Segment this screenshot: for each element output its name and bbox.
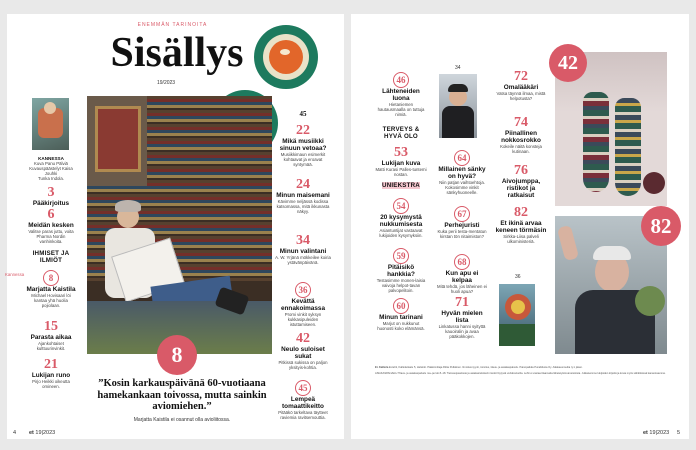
toc-item[interactable]: 6 Meidän kesken Valitse paras juttu, voita Pharma Nordin vanhinkoita. xyxy=(25,208,77,244)
cover-thumbnail-image xyxy=(32,98,69,150)
footer-issue: et 19|2023 xyxy=(29,430,56,436)
toc-item[interactable]: 82 Et ikinä arvaa keneen törmäsin Sirkka-Liisa palveli ulkoministeriä. xyxy=(495,205,547,244)
toc-item-title: Millainen sänky on hyvä? xyxy=(438,166,486,180)
toc-item[interactable]: 59 Pitäisikö hankkia? Testasimme monen-laisia vaivoja helpot-tavan palvopelitoin. xyxy=(375,246,427,293)
toc-item-desc: Testasimme monen-laisia vaivoja helpot-tavan palvopelitoin. xyxy=(376,278,426,293)
toc-item[interactable]: 46 Lähteneiden luona Hietaniemen hautausmaalla on tuttuja nimiä. xyxy=(375,70,427,117)
toc-item-title: Lukijan kuva xyxy=(381,160,421,167)
section-uniekstra: UNIEKSTRA xyxy=(382,182,420,189)
toc-item-title: Piinallinen nokkosrokko xyxy=(501,130,541,144)
toc-item-title: Pääkirjoitus xyxy=(32,200,70,207)
soup-bowl-top-image xyxy=(254,25,318,89)
toc-item-title: Hyvän mielen lista xyxy=(441,310,483,324)
toc-item-title: Lähteneiden luona xyxy=(382,88,420,102)
photo-tag-36: 36 xyxy=(515,274,521,280)
imprint-title: Et. Kalliola xyxy=(375,366,389,369)
toc-item[interactable]: 64 Millainen sänky on hyvä? Niin patjan vaihtoehtoja. Kokosimme vinkit sänkyhuoneelle. xyxy=(435,148,489,195)
cover-caption-label: KANNESSA xyxy=(38,156,64,161)
toc-item[interactable]: 8 Marjatta Kaistila Michael Hovisaari löi kantaa yhä huolia pojiolaan. xyxy=(25,268,77,308)
cover-caption-styling: Kuvauspäästelyt Kaisa Jouhki xyxy=(29,166,73,176)
toc-item-title: Neulo suloiset sukat xyxy=(281,346,325,360)
toc-item-title: Lempeä tomaattikeitto xyxy=(282,396,324,410)
toc-item[interactable]: 3 Pääkirjoitus xyxy=(25,186,77,207)
toc-item-desc: Valitse paras juttu, voita Pharma Nordin vanhinkoita. xyxy=(28,229,74,244)
toc-item[interactable]: 74 Piinallinen nokkosrokko Kokeile näitä konsteja kutinaan. xyxy=(495,116,547,154)
cover-caption xyxy=(25,156,77,181)
toc-item-title: Minun valintani xyxy=(279,248,327,255)
toc-item-desc: Hietaniemen hautausmaalla on tuttuja nimiä. xyxy=(377,102,425,117)
toc-item-desc: Asiantuntijat vastaavat lukijoiden kysymyksiin. xyxy=(379,228,423,238)
toc-item[interactable]: 68 Kun apu ei kelpaa Mitä tehdä, jos läheinen ei huoli apua? xyxy=(435,252,489,294)
toc-item[interactable]: 71 Hyvän mielen lista Linkatussa hanni syityttä kauoiralin ja avaa pääkokkojen. xyxy=(435,296,489,339)
footer-issue: et 19|2023 xyxy=(643,430,670,436)
toc-item-title: Kun apu ei kelpaa xyxy=(445,270,479,284)
big-number-82: 82 xyxy=(641,206,681,246)
toc-item-desc: Kokeile näitä konsteja kutinaan. xyxy=(500,144,542,154)
toc-item[interactable]: 34 Minun valintani A. W. Yrjänä mökkeilee koiria ystävänpäivänä. xyxy=(275,233,331,265)
right-page xyxy=(351,14,689,439)
toc-item-title: Minun tarinani xyxy=(379,314,423,321)
toc-item-desc: Pirjo Heikki oikeutta omineen. xyxy=(32,379,70,389)
toc-item-desc: Promi vinkit syksyn kukkasipuleiden istuttamiseen. xyxy=(284,312,322,327)
toc-item[interactable]: 36 Kevättä ennakoimassa Promi vinkit syksyn kukkasipuleiden istuttamiseen. xyxy=(275,280,331,327)
toc-item[interactable]: 54 20 kysymystä nukkumisesta Asiantuntijat vastaavat lukijoiden kysymyksiin. xyxy=(375,196,427,238)
toc-item[interactable]: 60 Minun tarinani Marjut on nukkunut huonosti koko elämänsä. xyxy=(375,296,427,331)
issue-number: 19/2023 xyxy=(157,80,176,86)
toc-item-title: Mikä musiikki sinuun vetoaa? xyxy=(279,138,327,152)
page-number: 4 xyxy=(13,430,17,436)
toc-item-title: 20 kysymystä nukkumisesta xyxy=(379,214,423,228)
imprint xyxy=(375,366,667,376)
toc-item[interactable]: 15 Parasta aikaa Ajankohtaiset kulttuurinvinkit. xyxy=(25,320,77,351)
feature-photo-library xyxy=(87,96,272,354)
imprint-fine-print: ASIAKASPALVELU Tilaus- ja asiakaspalvelu ma–pe klo 8–18. Tietosuojaseloste ja asiakasrekisterin tiedot löytyvät verkkosivuilta. Lehti ei vastaa tilaamatta lähetetyistä aineistoista. Julkaisemme lukijoiden kirjeitä ja kuvia myös sähköisissä kanavissamme. xyxy=(375,372,666,376)
big-number-42: 42 xyxy=(549,44,587,82)
quote-credit: Marjatta Kaistila ei osannut olla avioliitossa. xyxy=(133,417,231,423)
toc-item-desc: Kävimme neljässä kodissa katsomassa, mitä ikkunasta näkyy. xyxy=(276,199,330,214)
toc-item[interactable]: 67 Perhejuristi Kuka perii testa-mentatun kirstan tön nitaimiston? xyxy=(435,204,489,239)
toc-item[interactable]: 42 Neulo suloiset sukat Pitkissä sukissa on paljon yksityis-kohtia. xyxy=(275,332,331,370)
toc-item-title: Parasta aikaa xyxy=(30,334,72,341)
toc-item[interactable]: 72 Omalääkäri Vatsa täynnä ilmaa, mistä helpotusta? xyxy=(496,69,546,101)
toc-item-desc: Kuka perii testa-mentatun kirstan tön nitaimiston? xyxy=(437,229,487,239)
toc-item[interactable]: 21 Lukijan runo Pirjo Heikki oikeutta omineen. xyxy=(25,358,77,389)
toc-item-desc: Ajankohtaiset kulttuurinvinkit. xyxy=(36,341,66,351)
toc-item-desc: Linkatussa hanni syityttä kauoiralin ja avaa pääkokkojen. xyxy=(438,324,486,339)
toc-item-title: Pitäisikö hankkia? xyxy=(387,264,415,278)
cover-caption-place: Tunka Indola. xyxy=(38,176,64,181)
feature-number-badge: 8 xyxy=(157,335,197,375)
toc-item[interactable]: 45 Lempeä tomaattikeitto Pitääkö tarkeltava täytteet raviemia ravitsemouttia. xyxy=(275,378,331,420)
toc-item-desc: Pitääkö tarkeltava täytteet raviemia ravitsemouttia. xyxy=(278,410,328,420)
toc-item-title: Meidän kesken xyxy=(28,222,74,229)
toc-item[interactable]: 24 Minun maisemani Kävimme neljässä kodissa katsomassa, mitä ikkunasta näkyy. xyxy=(276,177,330,214)
section-terveys: TERVEYS & HYVÄ OLO xyxy=(382,126,420,140)
toc-item-desc: Mitä tehdä, jos läheinen ei huoli apua? xyxy=(437,284,487,294)
toc-item-desc: Michael Hovisaari löi kantaa yhä huolia pojiolaan. xyxy=(31,293,71,308)
toc-item-title: Lukijan runo xyxy=(31,372,71,379)
cover-caption-photo: Kuva Panu Pälviä xyxy=(34,161,68,166)
toc-item[interactable]: 53 Lukijan kuva Matti Kurasi Palles-tuntemi nostan. xyxy=(375,145,427,177)
toc-item-45-soup-number: 45 xyxy=(299,110,307,118)
toc-item-title: Kevättä ennakoimassa xyxy=(280,298,326,312)
section-ihmiset: IHMISET JA ILMIÖT xyxy=(32,250,70,264)
kicker: ENEMMÄN TARINOITA xyxy=(137,22,208,28)
toc-item-desc: Sirkka-Liisa palveli ulkoministeriä. xyxy=(503,234,539,244)
toc-item-title: Aivojumppa, ristikot ja ratkaisut xyxy=(501,178,541,199)
page-number: 5 xyxy=(677,430,681,436)
toc-item-desc: Pitkissä sukissa on paljon yksityis-kohtia. xyxy=(278,360,328,370)
toc-item-title: Omalääkäri xyxy=(503,84,539,91)
left-page xyxy=(7,14,344,439)
photo-flowers xyxy=(499,284,535,346)
toc-item-desc: Musiikkimaun esimerkit kohtaavat ja eroavat syntymää. xyxy=(280,152,326,167)
kannessa-tag: Kannessa xyxy=(5,272,25,277)
photo-aw-yrjana xyxy=(439,74,477,138)
toc-item-title: Perhejuristi xyxy=(444,222,480,229)
imprint-text: Et-lehti, Kalliolankatu 5, Helsinki. Päätoimittaja Riitta Pulkkinen. Ilmoitusmyynti, toimitus, tilaus- ja asiakaspalvelu. Painopaikka PunaMusta Oy. Aikakausmedia ry:n jäsen. xyxy=(389,366,583,369)
page-title: Sisällys xyxy=(110,30,244,76)
toc-item-desc: Marjut on nukkunut huonosti koko elämänsä. xyxy=(377,321,425,331)
toc-item-desc: Vatsa täynnä ilmaa, mistä helpotusta? xyxy=(496,91,546,101)
toc-item-title: Et ikinä arvaa keneen törmäsin xyxy=(495,220,547,234)
toc-item[interactable]: 22 Mikä musiikki sinuun vetoaa? Musiikkimaun esimerkit kohtaavat ja eroavat syntymää. xyxy=(275,124,331,167)
toc-item-desc: A. W. Yrjänä mökkeilee koiria ystävänpäivänä. xyxy=(275,255,331,265)
feature-quote: ”Kosin karkauspäivänä 60-vuotiaana hamekankaan toivossa, mutta sainkin aviomiehen.” xyxy=(97,378,267,412)
toc-item-title: Minun maisemani xyxy=(276,192,330,199)
photo-tag-34: 34 xyxy=(455,65,461,71)
toc-item-desc: Niin patjan vaihtoehtoja. Kokosimme vinkit sänkyhuoneelle. xyxy=(439,180,485,195)
toc-item[interactable]: 76 Aivojumppa, ristikot ja ratkaisut xyxy=(495,164,547,199)
toc-item-desc: Matti Kurasi Palles-tuntemi nostan. xyxy=(375,167,427,177)
toc-item-title: Marjatta Kaistila xyxy=(26,286,76,293)
